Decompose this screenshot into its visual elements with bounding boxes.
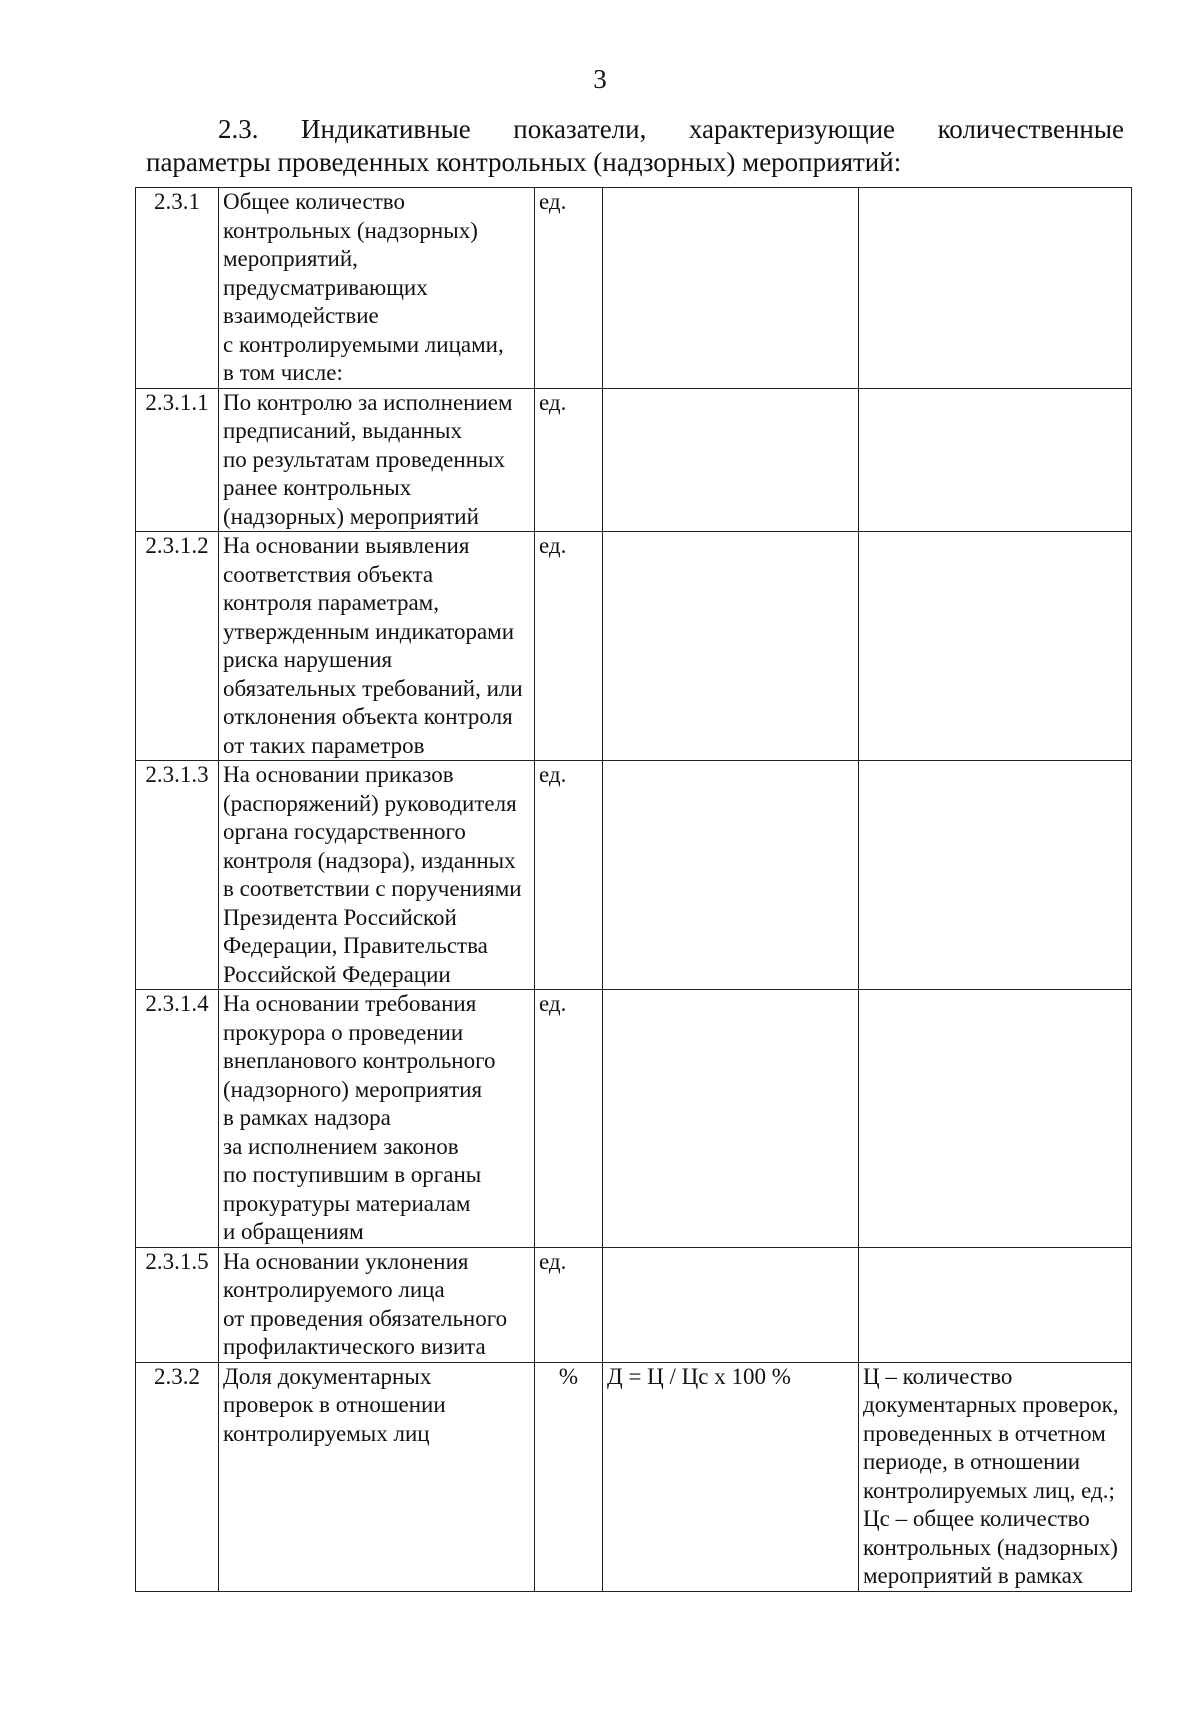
indicator-name bbox=[219, 761, 535, 990]
formula bbox=[603, 761, 859, 990]
indicator-name bbox=[219, 990, 535, 1248]
heading-word: характеризующие bbox=[688, 114, 896, 144]
page-number: 3 bbox=[593, 64, 607, 94]
heading-word: количественные bbox=[937, 114, 1124, 144]
table-row bbox=[136, 761, 1132, 990]
note bbox=[859, 532, 1132, 761]
table-row bbox=[136, 388, 1132, 532]
heading-word: Индикативные bbox=[301, 114, 471, 144]
indicator-name-text: На основании требования прокурора о проведении внепланового контрольного (надзорного) мероприятия в рамках надзора за исполнением законов по поступившим в органы прокуратуры материалам и обращениям bbox=[223, 991, 496, 1244]
section-heading-line-2: параметры проведенных контрольных (надзорных) мероприятий: bbox=[146, 147, 902, 177]
indicators-table bbox=[135, 187, 1132, 1592]
section-heading bbox=[146, 113, 1124, 179]
row-number: 2.3.1.4 bbox=[136, 990, 219, 1248]
unit: ед. bbox=[535, 1247, 603, 1362]
formula bbox=[603, 532, 859, 761]
indicator-name bbox=[219, 1362, 535, 1591]
note bbox=[859, 188, 1132, 389]
unit: % bbox=[535, 1362, 603, 1591]
row-number: 2.3.1.1 bbox=[136, 388, 219, 532]
heading-word: показатели, bbox=[513, 114, 647, 144]
indicator-name-text: На основании приказов (распоряжений) руководителя органа государственного контроля (надзора), изданных в соответствии с поручениями Президента Российской Федерации, Правительства Российской Федерации bbox=[223, 762, 522, 987]
note-text: Ц – количество документарных проверок, проведенных в отчетном периоде, в отношении контролируемых лиц, ед.; Цс – общее количество контрольных (надзорных) мероприятий в рамках bbox=[863, 1363, 1119, 1588]
indicator-name-text: По контролю за исполнением предписаний, выданных по результатам проведенных ранее контрольных (надзорных) мероприятий bbox=[223, 389, 513, 529]
row-number: 2.3.2 bbox=[136, 1362, 219, 1591]
indicator-name-text: На основании уклонения контролируемого лица от проведения обязательного профилактического визита bbox=[223, 1248, 508, 1359]
note bbox=[859, 990, 1132, 1248]
row-number: 2.3.1.2 bbox=[136, 532, 219, 761]
table-row bbox=[136, 532, 1132, 761]
note bbox=[859, 1362, 1132, 1591]
table-row bbox=[136, 1362, 1132, 1591]
note bbox=[859, 761, 1132, 990]
table-row bbox=[136, 188, 1132, 389]
unit: ед. bbox=[535, 188, 603, 389]
indicator-name-text: На основании выявления соответствия объекта контроля параметрам, утвержденным индикаторами риска нарушения обязательных требований, или отклонения объекта контроля от таких параметров bbox=[223, 533, 523, 758]
indicator-name bbox=[219, 388, 535, 532]
note bbox=[859, 388, 1132, 532]
note bbox=[859, 1247, 1132, 1362]
indicator-name-text: Общее количество контрольных (надзорных) мероприятий, предусматривающих взаимодействие с контролируемыми лицами, в том числе: bbox=[223, 189, 504, 385]
section-heading-line-1 bbox=[146, 113, 1124, 146]
formula: Д = Ц / Цс х 100 % bbox=[603, 1362, 859, 1591]
table-row bbox=[136, 1247, 1132, 1362]
unit: ед. bbox=[535, 761, 603, 990]
unit: ед. bbox=[535, 388, 603, 532]
row-number: 2.3.1.3 bbox=[136, 761, 219, 990]
formula bbox=[603, 990, 859, 1248]
unit: ед. bbox=[535, 532, 603, 761]
table-row bbox=[136, 990, 1132, 1248]
indicator-name bbox=[219, 532, 535, 761]
row-number: 2.3.1.5 bbox=[136, 1247, 219, 1362]
indicator-name bbox=[219, 1247, 535, 1362]
indicator-name bbox=[219, 188, 535, 389]
heading-word: 2.3. bbox=[218, 114, 259, 144]
formula bbox=[603, 188, 859, 389]
unit: ед. bbox=[535, 990, 603, 1248]
row-number: 2.3.1 bbox=[136, 188, 219, 389]
formula bbox=[603, 388, 859, 532]
formula bbox=[603, 1247, 859, 1362]
indicator-name-text: Доля документарных проверок в отношении контролируемых лиц bbox=[223, 1363, 446, 1446]
